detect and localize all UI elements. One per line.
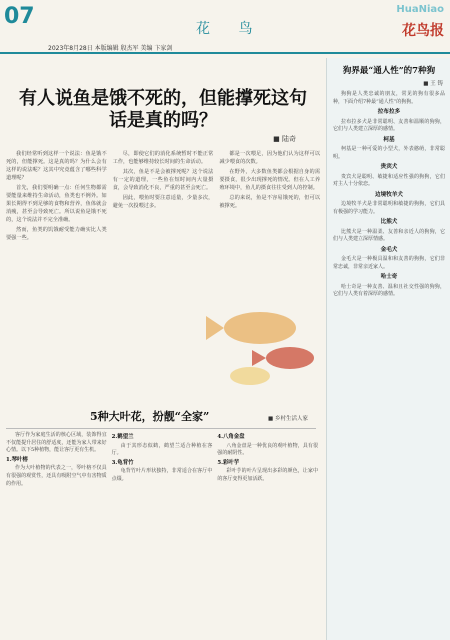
- brand-english: HuaNiao: [396, 4, 444, 15]
- sidebar-body: [327, 91, 450, 299]
- sidebar-heading: 金毛犬: [380, 246, 398, 253]
- sidebar-intro: 狗狗是人类忠诚的朋友，常见的狗有很多品种，下面介绍7种最“通人性”的狗狗。: [333, 91, 445, 105]
- paragraph: 因此，喂鱼时要注意适量，少量多次，避免一次投喂过多。: [112, 195, 214, 209]
- article-byline: ■ 陆奇: [273, 135, 296, 143]
- sidebar-paragraph: 柯基是一种可爱的小型犬，外表憨萌，非常聪明。: [333, 146, 445, 160]
- section-title: 花 鸟: [196, 21, 265, 37]
- sidebar-heading: 柯基: [383, 136, 395, 143]
- body-column: [219, 150, 320, 244]
- header-rule: [0, 52, 450, 54]
- sidebar-author: ■ 王 铸: [423, 81, 443, 87]
- date-line: 2023年8月28日 本版编辑 殷杰军 美编 卞家剑: [48, 45, 173, 52]
- body-column: [113, 150, 214, 244]
- sidebar-paragraph: 金毛犬是一种极具温和和友善的狗狗，它们非常忠诚，非常亲近家人。: [333, 256, 445, 270]
- sidebar-paragraph: 贵宾犬是聪明、敏捷和适应性强的狗狗，它们对主人十分依恋。: [333, 173, 445, 187]
- paragraph: 在野外，大多数鱼类都会根据自身的需要摄食，很少出现撑死的情况。但在人工养殖环境中，鱼儿的摄食往往受到人的控制。: [219, 169, 321, 191]
- sidebar-heading: 哈士奇: [380, 274, 398, 280]
- paragraph: 客厅作为家庭生活的核心区域，装饰得宜不仅能提升居住的舒适度，还能为家人带来好心情。以下5种植物，能让客厅更有生机。: [6, 432, 107, 454]
- sidebar-paragraph: 拉布拉多犬是非常聪明、友善和温顺的狗狗，它们与人类建立深厚的感情。: [333, 118, 445, 132]
- paragraph: 八角金盘是一种优良的观叶植物，具有很强的耐阴性。: [217, 442, 319, 457]
- sidebar-heading: 比熊犬: [380, 219, 398, 225]
- paragraph: 其次，鱼是不是会被撑死呢？这个说法有一定的道理，一些鱼在短时间内大量摄食，会导致消化不良，严重的甚至会死亡。: [112, 169, 214, 191]
- bottom-headline: 5种大叶花，扮靓“全家”: [90, 410, 210, 423]
- plant-heading: 4.八角金盘: [217, 434, 245, 440]
- plant-heading: 2.鹤望兰: [111, 434, 134, 440]
- paragraph: 然而，鱼类的饥饿耐受能力确实比人类要强一些。: [6, 227, 107, 241]
- sidebar-title: 狗界最“通人性”的7种狗: [342, 66, 436, 76]
- plant-heading: 1.琴叶榕: [6, 456, 28, 463]
- sidebar-paragraph: 比熊犬是一种温柔、友善和亲近人的狗狗，它们与人类建立深厚情感。: [333, 228, 445, 242]
- body-column: [217, 432, 318, 490]
- page-header: [0, 0, 450, 52]
- sidebar-heading: 贵宾犬: [380, 164, 398, 170]
- article-body: [6, 150, 320, 244]
- paragraph: 总的来说，鱼是不容易饿死的，但可以被撑死。: [219, 195, 321, 209]
- paragraph: 龟背竹叶片形状独特，非常适合在客厅中点缀。: [111, 468, 213, 482]
- bottom-byline: ■ 乡村生活人家: [268, 416, 308, 422]
- paragraph: 彩叶芋的叶片呈现出多彩的颜色，让家中的客厅变得更加活跃。: [217, 468, 319, 482]
- headline: 有人说鱼是饿不死的，但能撑死这句话是真的吗？: [19, 88, 307, 131]
- body-column: [112, 432, 213, 490]
- brand-chinese: 花鸟报: [402, 23, 444, 39]
- sidebar-paragraph: 哈士奇是一种友善、温和且社交性强的狗狗，它们与人类有着深厚的感情。: [333, 283, 445, 297]
- sidebar-paragraph: 边境牧羊犬是非常聪明和敏捷的狗狗，它们具有极强的学习能力。: [333, 201, 445, 215]
- page-number: 07: [4, 4, 35, 29]
- divider: [6, 428, 316, 429]
- plant-heading: 5.彩叶芋: [217, 459, 240, 466]
- paragraph: 我们经常听到这样一个说法：鱼是饿不死的，但能撑死。这是真的吗？为什么会有这样的说法呢？这其中究竟蕴含了哪些科学道理呢？: [6, 151, 107, 181]
- sidebar-article: [326, 58, 450, 640]
- paragraph: 尽，即使它们的消化系统暂时不能正常工作，也能够维持较长时间的生命活动。: [112, 151, 214, 165]
- paragraph: 都是一次喂足，因为他们认为这样可以减少喂食的次数。: [219, 151, 321, 165]
- paragraph: 由于其形态似鹤，鹤望兰适合种植在客厅。: [111, 442, 213, 457]
- paragraph: 首先，我们要明确一点：任何生物都需要能量来维持生命活动，鱼类也不例外。如果长期得不到足够的食物和营养，鱼体就会消瘦，甚至会导致死亡。所以说鱼是饿不死的，这个说法并不完全准确。: [6, 185, 107, 223]
- bottom-body: [6, 432, 318, 490]
- sidebar-heading: 拉布拉多: [377, 109, 401, 115]
- body-column: [6, 432, 107, 490]
- main-article: [0, 58, 322, 398]
- paragraph: 作为大叶植物的代表之一，琴叶榕不仅具有很强的观赏性，还具有吸附空气中有害物质的作用。: [6, 465, 107, 487]
- body-column: [6, 150, 107, 244]
- plant-heading: 3.龟背竹: [111, 459, 134, 466]
- sidebar-heading: 边境牧羊犬: [375, 191, 403, 198]
- bottom-article: [0, 402, 322, 640]
